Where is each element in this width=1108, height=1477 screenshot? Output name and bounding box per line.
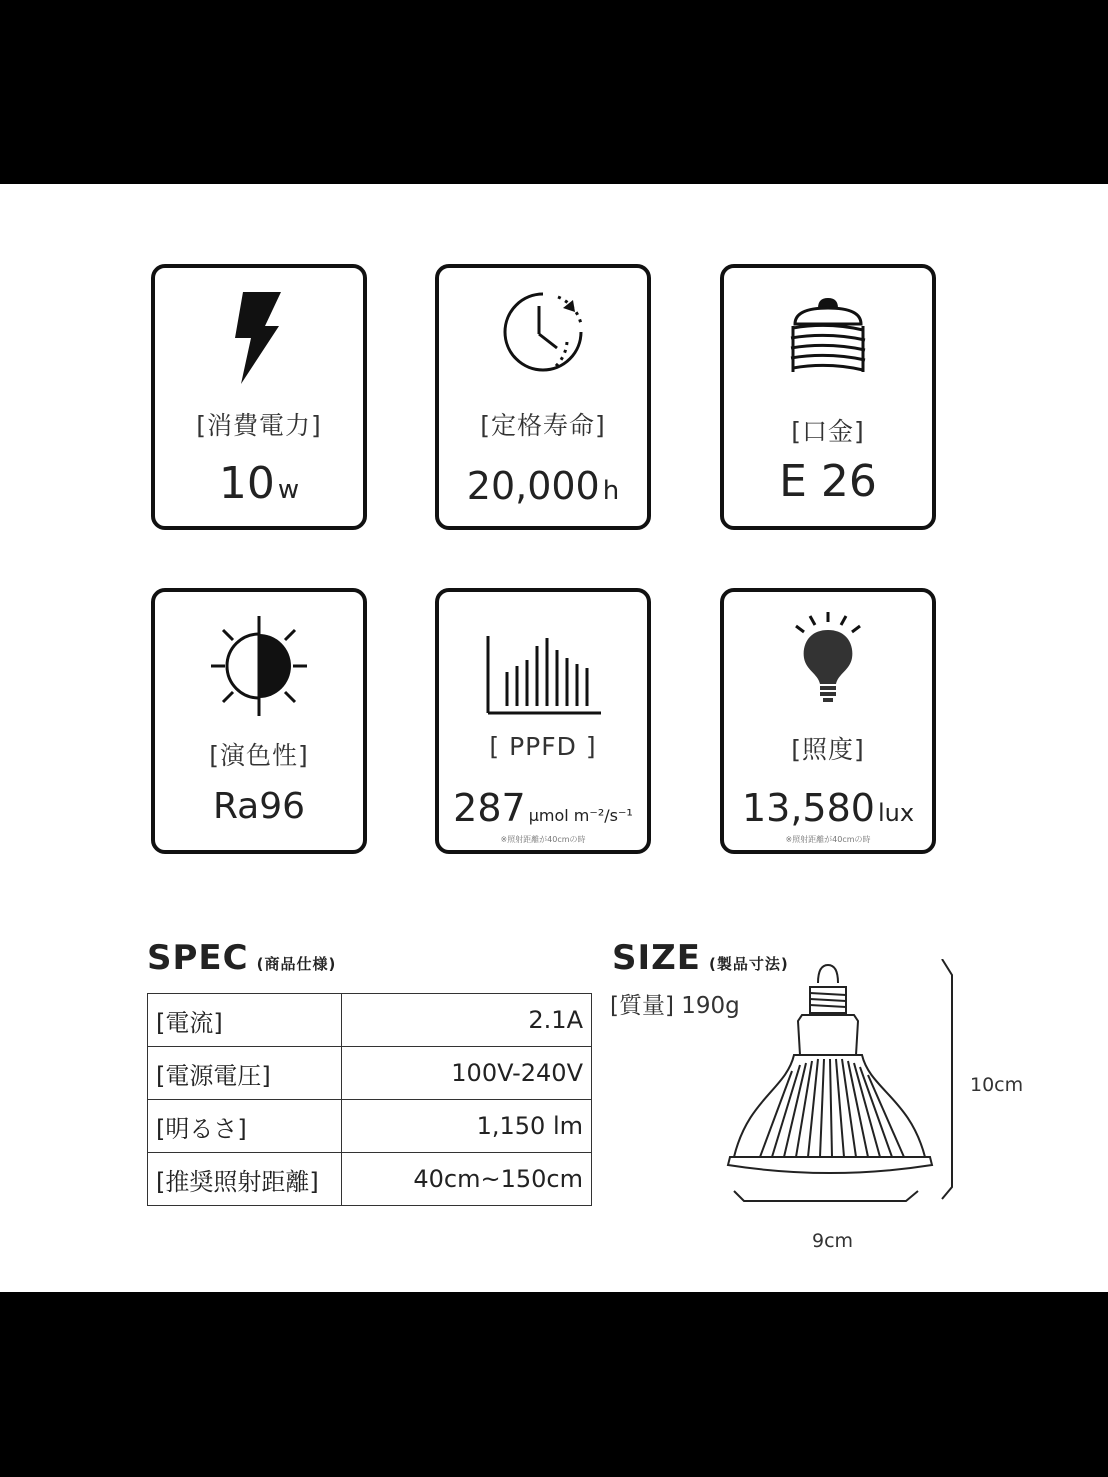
- card-base: [720, 264, 936, 530]
- card-illuminance: [720, 588, 936, 854]
- lamp-diagram: [720, 959, 960, 1259]
- card-lifetime: [435, 264, 651, 530]
- spec-key: [電流]: [148, 994, 342, 1047]
- spectrum-chart-icon: [439, 636, 647, 716]
- card-value: 287 μmol m⁻²/s⁻¹: [453, 786, 633, 830]
- spec-panel: [0, 184, 1108, 1292]
- card-value: 20,000 h: [466, 464, 620, 508]
- half-sun-icon: [155, 616, 363, 716]
- weight-text: [質量] 190g: [610, 993, 740, 1019]
- card-label: [照度]: [791, 735, 865, 764]
- table-row: [148, 1047, 592, 1100]
- card-value: E 26: [779, 456, 877, 507]
- bottom-letterbox: [0, 1292, 1108, 1477]
- card-ppfd: [435, 588, 651, 854]
- size-title: SIZE (製品寸法): [612, 938, 789, 978]
- card-note: ※照射距離が40cmの時: [500, 835, 586, 844]
- card-label: [定格寿命]: [480, 411, 606, 440]
- table-row: [148, 1153, 592, 1206]
- card-label: [消費電力]: [196, 411, 322, 440]
- light-bulb-icon: [724, 612, 932, 704]
- spec-title: SPEC (商品仕様): [147, 938, 337, 978]
- width-dimension: 9cm: [812, 1230, 854, 1252]
- card-label: [演色性]: [209, 741, 309, 770]
- card-label: [口金]: [791, 417, 865, 446]
- card-value: 10 w: [218, 458, 300, 509]
- spec-key: [推奨照射距離]: [148, 1153, 342, 1206]
- spec-key: [明るさ]: [148, 1100, 342, 1153]
- lightning-icon: [155, 292, 363, 384]
- bulb-base-icon: [724, 294, 932, 380]
- top-letterbox: [0, 0, 1108, 184]
- clock-icon: [439, 284, 647, 380]
- card-note: ※照射距離が40cmの時: [785, 835, 871, 844]
- card-value: Ra96: [212, 786, 306, 827]
- spec-value: 1,150 lm: [342, 1100, 592, 1153]
- spec-value: 2.1A: [342, 994, 592, 1047]
- card-label: [ PPFD ]: [489, 732, 597, 761]
- height-dimension: 10cm: [970, 1074, 1024, 1096]
- spec-table: [147, 993, 592, 1206]
- table-row: [148, 994, 592, 1047]
- spec-key: [電源電圧]: [148, 1047, 342, 1100]
- card-color-rendering: [151, 588, 367, 854]
- spec-value: 40cm~150cm: [342, 1153, 592, 1206]
- card-value: 13,580 lux: [741, 786, 915, 830]
- spec-value: 100V-240V: [342, 1047, 592, 1100]
- card-power: [151, 264, 367, 530]
- table-row: [148, 1100, 592, 1153]
